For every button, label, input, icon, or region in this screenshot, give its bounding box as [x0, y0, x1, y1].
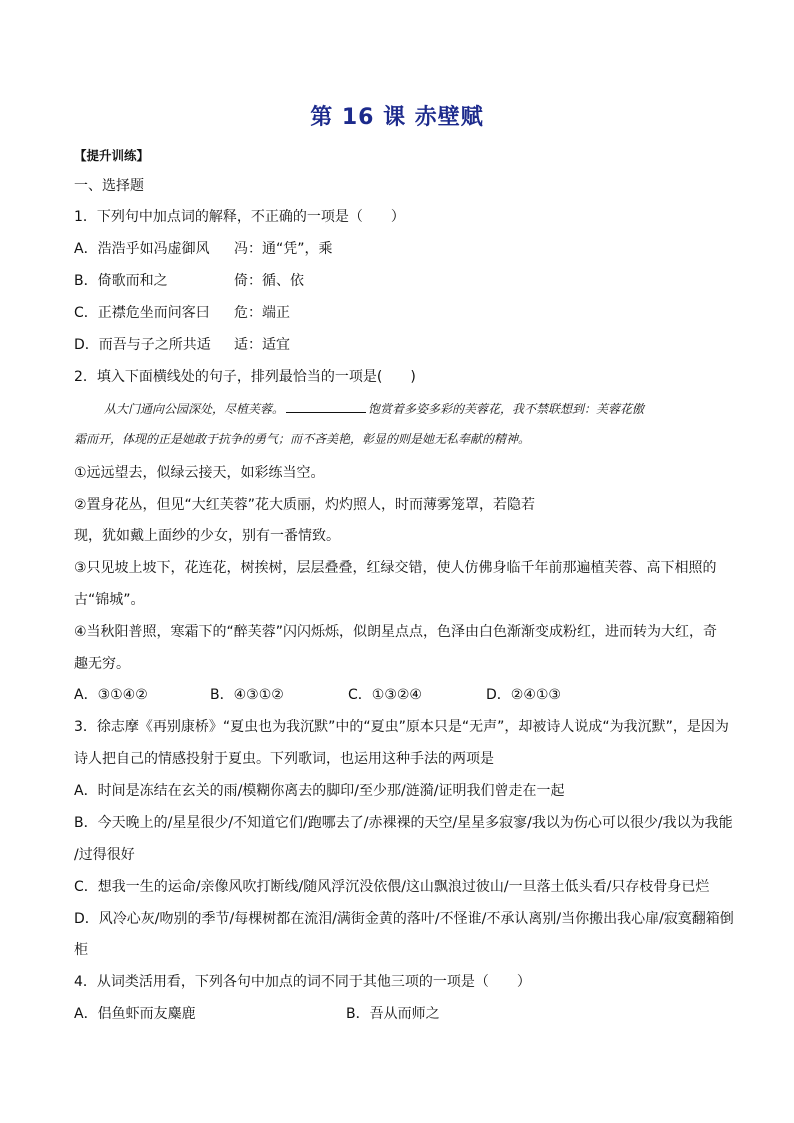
q1-option-a-gloss: 冯：通“凭”，乘 [234, 241, 333, 257]
q2-sentence-4b: 趣无穷。 [74, 656, 130, 672]
q4-stem: 4．从词类活用看，下列各句中加点的词不同于其他三项的一项是（ ） [74, 974, 531, 990]
q1-option-c-gloss: 危：端正 [234, 305, 290, 321]
q2-sentence-4a: ④当秋阳普照，寒霜下的“醉芙蓉”闪闪烁烁，似朗星点点，色泽由白色渐渐变成粉红，进而转为大红，奇 [74, 624, 718, 640]
q1-option-a-sentence: A．浩浩乎如冯虚御风 [74, 241, 210, 257]
q1-option-c-sentence: C．正襟危坐而问客曰 [74, 305, 210, 321]
q3-option-a: A．时间是冻结在玄关的雨/模糊你离去的脚印/至少那/涟漪/证明我们曾走在一起 [74, 783, 565, 799]
q2-option-c: C．①③②④ [348, 687, 422, 703]
q2-sentence-3a: ③只见坡上坡下，花连花，树挨树，层层叠叠，红绿交错，使人仿佛身临千年前那遍植芙蓉、高下相照的 [74, 560, 717, 576]
q2-option-d: D．②④①③ [486, 687, 561, 703]
q2-sentence-2a: ②置身花丛，但见“大红芙蓉”花大质丽，灼灼照人，时而薄雾笼罩，若隐若 [74, 497, 536, 513]
q1-option-b [74, 271, 734, 291]
q1-option-a [74, 239, 734, 259]
q3-stem-a: 3．徐志摩《再别康桥》“夏虫也为我沉默”中的“夏虫”原本只是“无声”，却被诗人说成“为我沉默”，是因为 [74, 719, 729, 735]
q3-option-b-a: B．今天晚上的/星星很少/不知道它们/跑哪去了/赤裸裸的天空/星星多寂寥/我以为伤心可以很少/我以为我能 [74, 815, 733, 831]
page-title: 第 16 课 赤壁赋 [310, 105, 484, 130]
q1-option-d-sentence: D．而吾与子之所共适 [74, 337, 211, 353]
q2-stem: 2．填入下面横线处的句子，排列最恰当的一项是( ) [74, 369, 416, 385]
fill-blank [286, 399, 366, 413]
q3-option-b-b: /过得很好 [74, 847, 135, 863]
q1-option-c [74, 303, 734, 323]
q1-option-d-gloss: 适：适宜 [234, 337, 290, 353]
q2-passage-before: 从大门通向公园深处，尽植芙蓉。 [104, 402, 285, 416]
q2-sentence-3b: 古“锦城”。 [74, 592, 145, 608]
q2-passage-after: 饱赏着多姿多彩的芙蓉花，我不禁联想到：芙蓉花傲 [368, 402, 645, 416]
q3-option-d-b: 柜 [74, 942, 88, 958]
q2-option-a: A．③①④② [74, 687, 148, 703]
q3-option-c: C．想我一生的运命/亲像风吹打断线/随风浮沉没依偎/这山飘浪过彼山/一旦落土低头看/只存枝骨身已烂 [74, 879, 710, 895]
section-tag: 【提升训练】 [74, 148, 150, 163]
q1-option-b-gloss: 倚：循、依 [234, 273, 304, 289]
q1-option-b-sentence: B．倚歌而和之 [74, 273, 168, 289]
q4-option-b: B．吾从而师之 [346, 1006, 440, 1022]
q2-passage-line1 [104, 399, 734, 419]
q2-passage-line2: 霜而开，体现的正是她敢于抗争的勇气；而不吝美艳，彰显的则是她无私奉献的精神。 [74, 432, 531, 446]
part-heading: 一、选择题 [74, 178, 144, 194]
q1-stem: 1．下列句中加点词的解释，不正确的一项是（ ） [74, 209, 405, 225]
q4-option-a: A．侣鱼虾而友麋鹿 [74, 1006, 196, 1022]
q3-stem-b: 诗人把自己的情感投射于夏虫。下列歌词，也运用这种手法的两项是 [74, 751, 494, 767]
q1-option-d [74, 335, 734, 355]
q3-option-d-a: D．风冷心灰/吻别的季节/每棵树都在流泪/满街金黄的落叶/不怪谁/不承认离别/当你搬出我心扉/寂寞翻箱倒 [74, 911, 734, 927]
q2-sentence-1: ①远远望去，似绿云接天，如彩练当空。 [74, 465, 325, 481]
q2-sentence-2b: 现，犹如戴上面纱的少女，别有一番情致。 [74, 528, 340, 544]
q2-option-b: B．④③①② [210, 687, 284, 703]
